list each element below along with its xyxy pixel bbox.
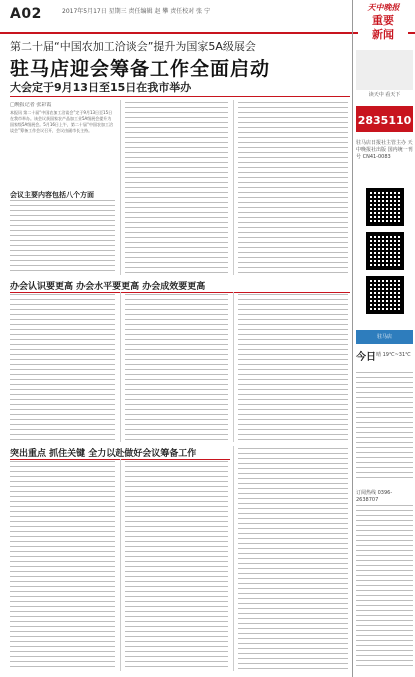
section-name — [358, 14, 408, 42]
hotline-label: 读天中 看天下 — [368, 92, 401, 98]
subscription-phone: 订阅热线 0396-2638707 — [356, 490, 393, 503]
headline: 驻马店迎会筹备工作全面启动 — [10, 58, 271, 80]
article-col-2b — [125, 294, 228, 444]
weather-day: 今日 — [356, 352, 376, 363]
brand-logo: 天中晚报 — [367, 3, 400, 12]
byline: □晚报记者 张彩霞 — [10, 102, 52, 108]
article-col-3c — [238, 448, 348, 671]
article-col-3b — [238, 294, 348, 444]
hotline-number: 2835110 — [357, 114, 412, 127]
headline-rule — [10, 96, 350, 97]
section-name-text: 重要 新闻 — [372, 14, 394, 41]
weather-city: 驻马店 — [376, 334, 392, 340]
subheadline: 大会定于9月13日至15日在我市举办 — [10, 81, 192, 94]
intro-paragraph: 本报讯 第二十届“中国农加工洽谈会”定于9月13日至15日在我市举办。该会议获国家农产品加工业5A级展会提升为国家级5A级展会。5月16日上午，第二十届“中国农加工洽谈会”筹备工作会议召开，会议由副市长主持。 — [10, 110, 113, 133]
column-rule — [120, 100, 121, 275]
article-col-2a — [125, 102, 228, 275]
article-col-1a — [10, 200, 115, 275]
qr-code-2 — [366, 232, 404, 270]
column-rule — [233, 100, 234, 275]
sidebar-divider — [352, 0, 353, 677]
weather-banner — [356, 330, 413, 344]
sidebar-info-block — [356, 372, 413, 482]
column-rule — [120, 459, 121, 671]
page-number: A02 — [10, 6, 42, 22]
sidebar-contacts-block — [356, 505, 413, 670]
column-rule — [120, 292, 121, 442]
section-heading-1: 会议主要内容包括八个方面 — [10, 190, 115, 201]
article-col-3a — [238, 102, 348, 275]
section-heading-2: 办会认识要更高 办会水平要更高 办会成效要更高 — [10, 279, 350, 293]
article-col-2c — [125, 461, 228, 671]
article-col-1c — [10, 461, 115, 671]
hotline-band — [356, 106, 413, 132]
kicker: 第二十届“中国农加工洽谈会”提升为国家5A级展会 — [10, 40, 256, 53]
section-heading-3: 突出重点 抓住关键 全力以赴做好会议筹备工作 — [10, 446, 230, 460]
issue-meta: 2017年5月17日 星期三 责任编辑 赵 攀 责任校对 张 宁 — [62, 8, 211, 15]
sidebar — [352, 0, 415, 677]
qr-code-3 — [366, 276, 404, 314]
column-rule — [233, 292, 234, 442]
column-rule — [233, 446, 234, 671]
sidebar-photo — [356, 50, 413, 90]
masthead-info: 驻马店日报社主管主办 天中晚报社出版 国内统一刊号 CN41-0083 — [356, 140, 413, 160]
weather-temp: 晴 19℃~31℃ — [376, 352, 411, 358]
qr-code-1 — [366, 188, 404, 226]
article-col-1b — [10, 294, 115, 444]
